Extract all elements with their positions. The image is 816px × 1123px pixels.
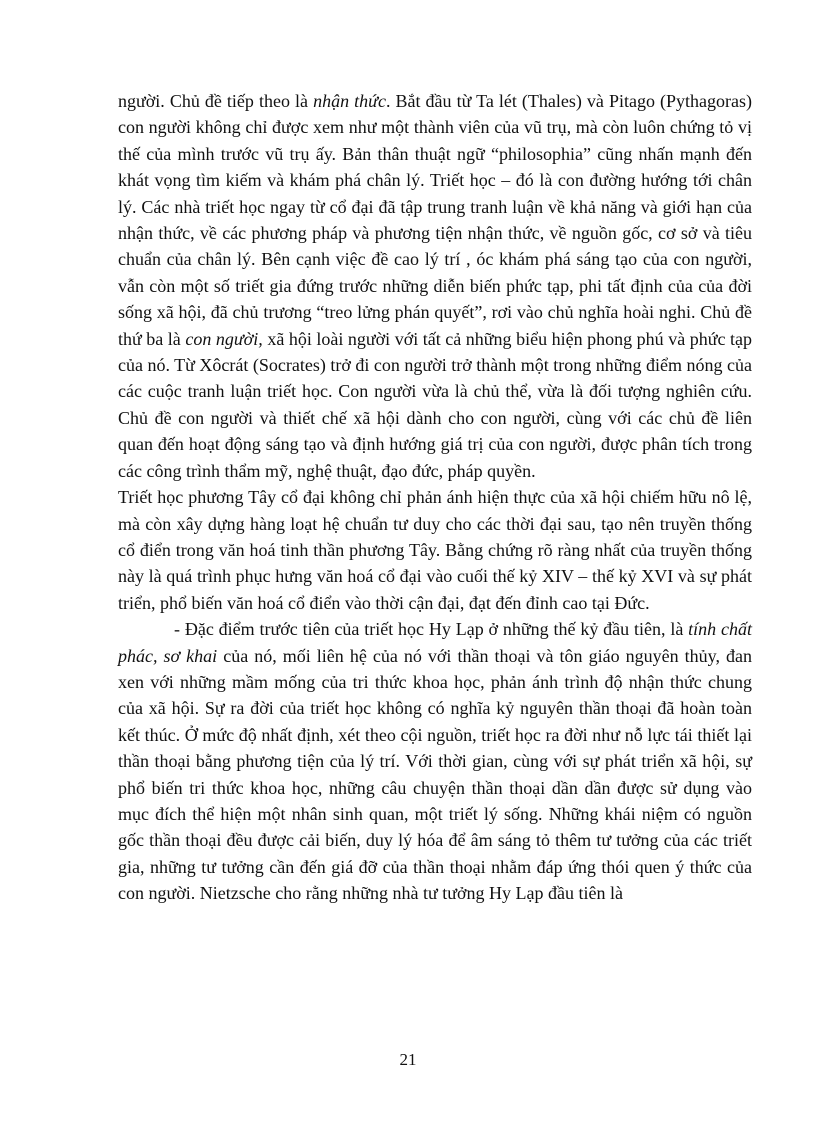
- paragraph-2: Triết học phương Tây cổ đại không chỉ phản ánh hiện thực của xã hội chiếm hữu nô lệ, mà còn xây dựng hàng loạt hệ chuẩn tư duy cho các thời đại sau, tạo nên truyền thống cổ điển trong văn hoá tinh thần phương Tây. Bằng chứng rõ ràng nhất của truyền thống này là quá trình phục hưng văn hoá cổ đại vào cuối thế kỷ XIV – thế kỷ XVI và sự phát triển, phổ biến văn hoá cổ điển vào thời cận đại, đạt đến đỉnh cao tại Đức.: [118, 487, 752, 613]
- paragraph-1-text-b: . Bắt đầu từ Ta lét (Thales) và Pitago (Pythagoras) con người không chỉ được xem như một thành viên của vũ trụ, mà còn luôn chứng tỏ vị thế của mình trước vũ trụ ấy. Bản thân thuật ngữ “philosophia” cũng nhấn mạnh đến khát vọng tìm kiếm và khám phá chân lý. Triết học – đó là con đường hướng tới chân lý. Các nhà triết học ngay từ cổ đại đã tập trung tranh luận về khả năng và giới hạn của nhận thức, về các phương pháp và phương tiện nhận thức, về nguồn gốc, cơ sở và tiêu chuẩn của chân lý. Bên cạnh việc đề cao lý trí , óc khám phá sáng tạo của con người, vẫn còn một số triết gia đứng trước những diễn biến phức tạp, phi tất định của của đời sống xã hội, đã chủ trương “treo lửng phán quyết”, rơi vào chủ nghĩa hoài nghi. Chủ đề thứ ba là: [118, 91, 753, 349]
- page-number: 21: [399, 1050, 417, 1069]
- paragraph-1: [118, 88, 752, 484]
- paragraph-1-text-c: xã hội loài người với tất cả những biểu hiện phong phú và phức tạp của nó. Từ Xôcrát (Socrates) trở đi con người trở thành một trong những điểm nóng của các cuộc tranh luận triết học. Con người vừa là chủ thể, vừa là đối tượng nghiên cứu. Chủ đề con người và thiết chế xã hội dành cho con người, cùng với các chủ đề liên quan đến hoạt động sáng tạo và định hướng giá trị của con người, được phân tích trong các công trình thẩm mỹ, nghệ thuật, đạo đức, pháp quyền.: [118, 328, 752, 481]
- paragraph-3-emphasis: tính chất phác, sơ khai: [118, 619, 752, 666]
- paragraph-3: [118, 616, 752, 906]
- paragraph-1-emphasis-b: con người,: [185, 328, 263, 349]
- paragraph-3-lead: - Đặc điểm trước tiên của triết học Hy Lạp ở những thế kỷ đầu tiên, là: [174, 619, 689, 640]
- paragraph-1-text-a: người. Chủ đề tiếp theo là: [118, 91, 314, 111]
- page-body: [118, 88, 752, 907]
- paragraph-1-emphasis-a: nhận thức: [313, 91, 386, 111]
- paragraph-3-rest: của nó, mối liên hệ của nó với thần thoại và tôn giáo nguyên thủy, đan xen với những mầm mống của tri thức khoa học, phản ánh trình độ nhận thức chung của xã hội. Sự ra đời của triết học không có nghĩa kỷ nguyên thần thoại đã hoàn toàn kết thúc. Ở mức độ nhất định, xét theo cội nguồn, triết học ra đời như nỗ lực tái thiết lại thần thoại bằng phương tiện của lý trí. Với thời gian, cùng với sự phát triển xã hội, sự phổ biến tri thức khoa học, những câu chuyện thần thoại dần dần được sử dụng vào mục đích thể hiện một nhân sinh quan, một triết lý sống. Những khái niệm có nguồn gốc thần thoại đều được cải biến, duy lý hóa để âm sáng tỏ thêm tư tưởng của các triết gia, những tư tưởng cần đến giá đỡ của thần thoại nhằm đáp ứng thói quen ý thức của con người. Nietzsche cho rằng những nhà tư tưởng Hy Lạp đầu tiên là: [118, 645, 753, 904]
